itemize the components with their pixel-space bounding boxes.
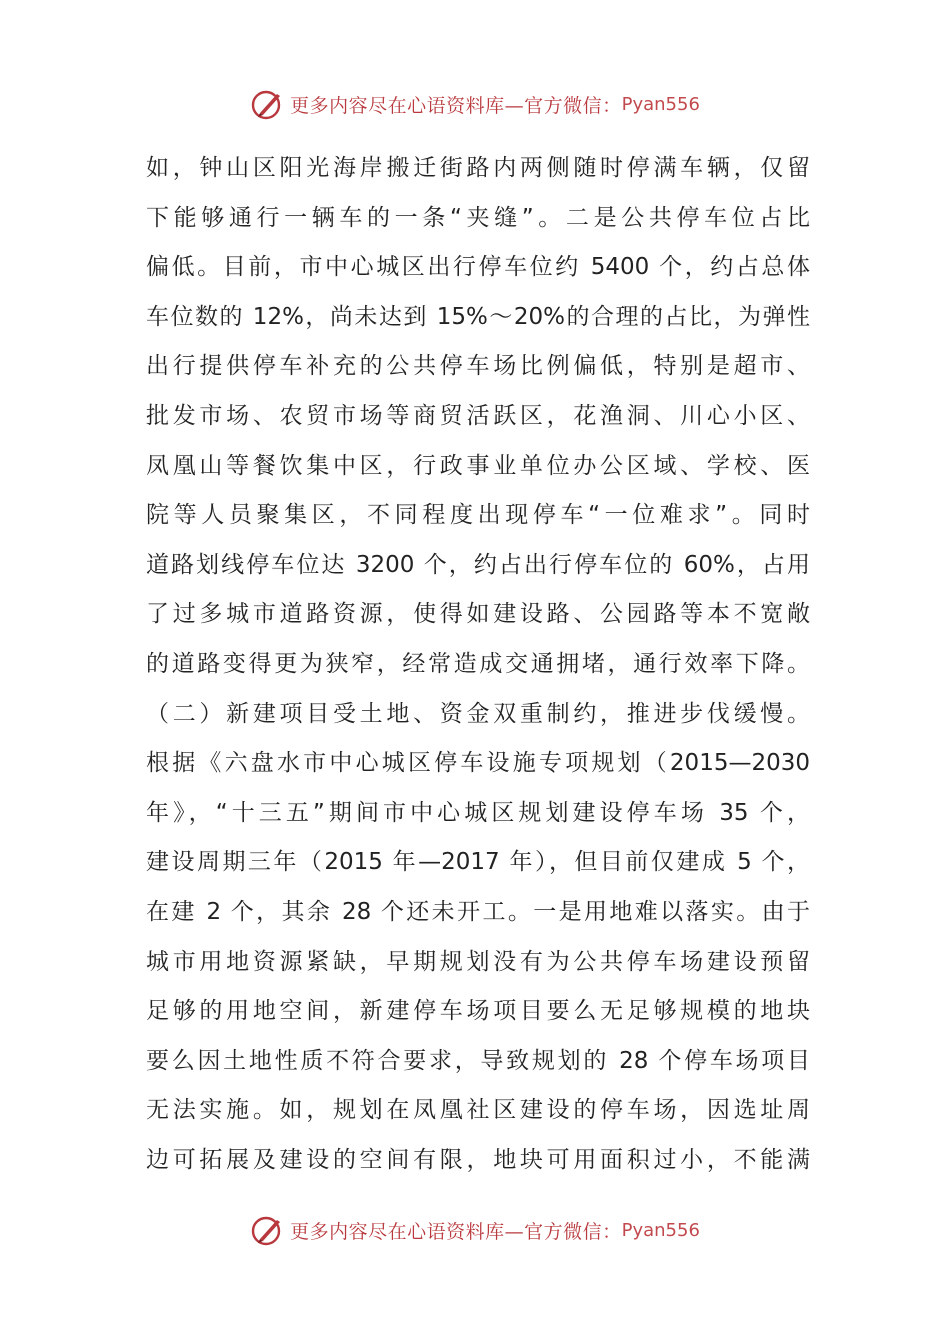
- body-line: 足够的用地空间，新建停车场项目要么无足够规模的地块: [146, 998, 810, 1025]
- body-line: 车位数的 12%，尚未达到 15%～20%的合理的占比，为弹性: [146, 303, 810, 330]
- body-line: 要么因土地性质不符合要求，导致规划的 28 个停车场项目: [146, 1047, 810, 1074]
- body-line: 无法实施。如，规划在凤凰社区建设的停车场，因选址周: [146, 1097, 810, 1124]
- body-line: 建设周期三年（2015 年—2017 年），但目前仅建成 5 个，: [146, 849, 810, 876]
- body-line: 的道路变得更为狭窄，经常造成交通拥堵，通行效率下降。: [146, 650, 810, 677]
- watermark-footer: [0, 1210, 950, 1250]
- watermark-text: 更多内容尽在心语资料库—官方微信：: [290, 1220, 622, 1243]
- body-line: 城市用地资源紧缺，早期规划没有为公共停车场建设预留: [146, 948, 810, 975]
- body-line: 道路划线停车位达 3200 个，约占出行停车位的 60%，占用: [146, 551, 810, 578]
- body-line: 根据《六盘水市中心城区停车设施专项规划（2015—2030: [146, 750, 810, 777]
- body-line: 在建 2 个，其余 28 个还未开工。一是用地难以落实。由于: [146, 898, 810, 925]
- watermark-header: [0, 84, 950, 124]
- body-line: 院等人员聚集区，不同程度出现停车“一位难求”。同时: [146, 502, 810, 529]
- watermark-wechat-id: Pyan556: [621, 93, 700, 115]
- watermark-wechat-id: Pyan556: [621, 1219, 700, 1241]
- body-line: 年》，“十三五”期间市中心城区规划建设停车场 35 个，: [146, 799, 810, 826]
- watermark-text: 更多内容尽在心语资料库—官方微信：: [290, 94, 622, 117]
- body-line: 出行提供停车补充的公共停车场比例偏低，特别是超市、: [146, 353, 810, 380]
- body-line: 边可拓展及建设的空间有限，地块可用面积过小，不能满: [146, 1146, 810, 1173]
- pen-logo-icon: [250, 86, 286, 122]
- body-line: 偏低。目前，市中心城区出行停车位约 5400 个，约占总体: [146, 254, 810, 281]
- body-line: 凤凰山等餐饮集中区，行政事业单位办公区域、学校、医: [146, 452, 810, 479]
- body-line: 如，钟山区阳光海岸搬迁街路内两侧随时停满车辆，仅留: [146, 155, 810, 181]
- body-line: 批发市场、农贸市场等商贸活跃区，花渔洞、川心小区、: [146, 402, 810, 429]
- document-body: [146, 144, 810, 1185]
- section-heading-line: （二）新建项目受土地、资金双重制约，推进步伐缓慢。: [146, 700, 810, 727]
- body-line: 下能够通行一辆车的一条“夹缝”。二是公共停车位占比: [146, 204, 810, 231]
- body-line: 了过多城市道路资源，使得如建设路、公园路等本不宽敞: [146, 601, 810, 628]
- pen-logo-icon: [250, 1212, 286, 1248]
